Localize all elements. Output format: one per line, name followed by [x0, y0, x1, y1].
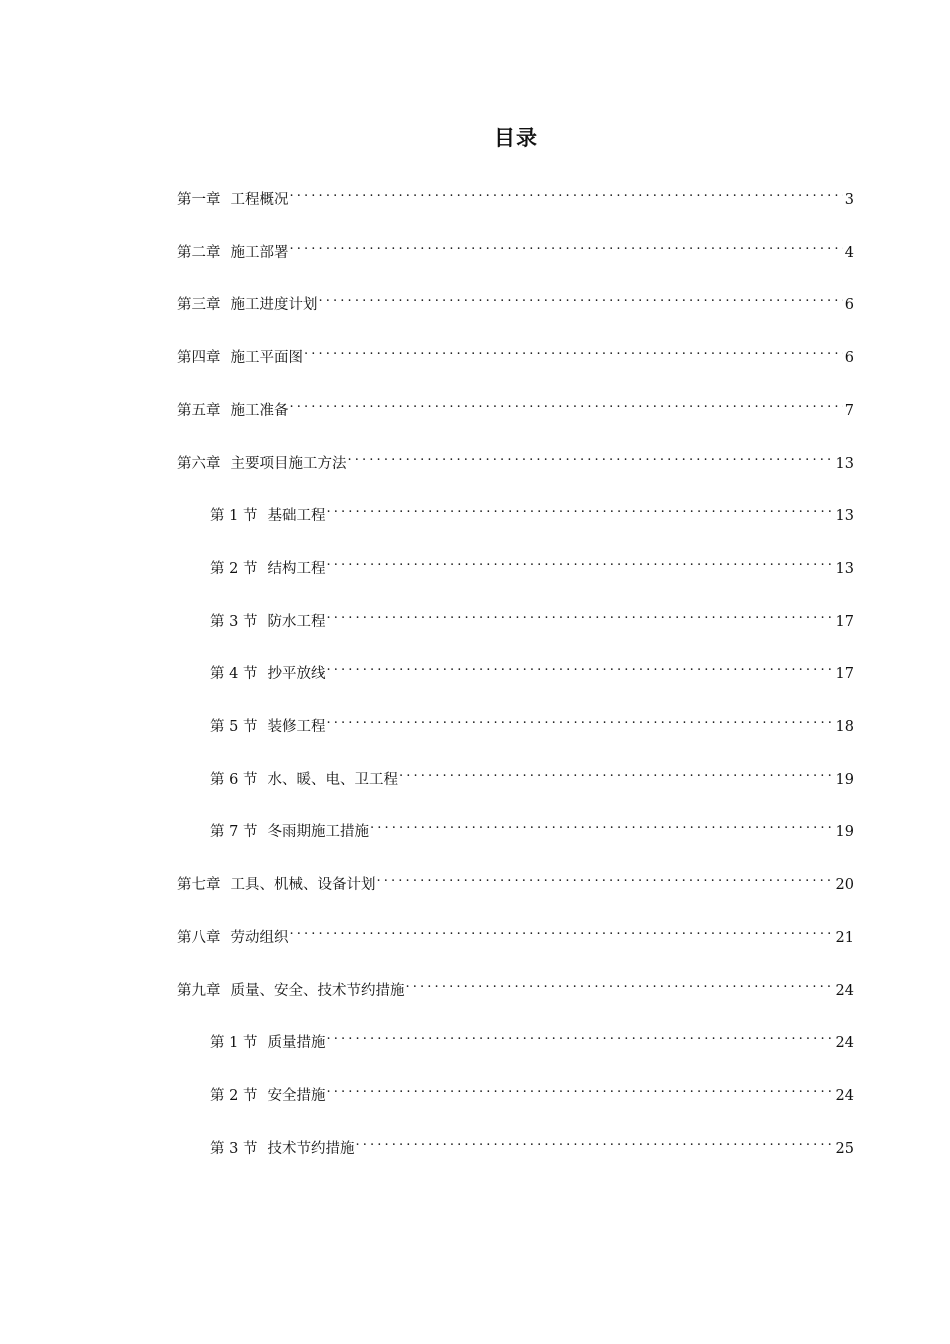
toc-entry-number: 第九章 [177, 982, 221, 999]
dot-leader [326, 551, 833, 573]
toc-section-entry[interactable] [210, 814, 854, 841]
toc-entry-label [210, 1085, 325, 1107]
dot-leader [290, 235, 843, 257]
toc-chapter-entry[interactable] [177, 973, 854, 999]
dot-leader [326, 709, 833, 731]
toc-entry-label [177, 400, 289, 422]
dot-leader [319, 287, 843, 309]
toc-entry-number: 第 7 节 [210, 824, 258, 841]
toc-entry-page-number: 20 [835, 877, 854, 894]
toc-entry-page-number: 21 [835, 929, 854, 946]
toc-chapter-entry[interactable] [177, 287, 854, 314]
toc-entry-number: 第 3 节 [210, 1140, 258, 1157]
dot-leader [290, 182, 843, 204]
toc-entry-title: 主要项目施工方法 [230, 455, 347, 472]
dot-leader [290, 393, 843, 415]
toc-entry-title: 技术节约措施 [267, 1140, 355, 1157]
toc-entry-number: 第 4 节 [210, 666, 258, 683]
toc-entry-label [210, 769, 398, 791]
toc-entry-title: 施工部署 [230, 244, 289, 261]
toc-entry-page-number: 24 [835, 1035, 854, 1052]
toc-entry-page-number: 19 [835, 771, 854, 788]
toc-entry-page-number: 3 [844, 192, 854, 208]
toc-entry-label [210, 821, 369, 843]
dot-leader [399, 762, 834, 784]
toc-section-entry[interactable] [210, 1025, 854, 1052]
toc-entry-title: 质量、安全、技术节约措施 [230, 982, 405, 999]
toc-entry-title: 抄平放线 [267, 666, 326, 683]
toc-section-entry[interactable] [210, 709, 854, 735]
dot-leader [326, 1078, 833, 1100]
toc-entry-page-number: 7 [844, 402, 854, 419]
toc-entry-number: 第一章 [177, 192, 221, 208]
toc-chapter-entry[interactable] [177, 340, 854, 367]
toc-entry-title: 基础工程 [267, 508, 326, 525]
dot-leader [377, 867, 834, 889]
toc-entry-title: 安全措施 [267, 1087, 326, 1104]
toc-entry-title: 工程概况 [230, 192, 289, 208]
toc-entry-page-number: 17 [835, 613, 854, 630]
toc-entry-number: 第 6 节 [210, 771, 258, 788]
toc-entry-number: 第 2 节 [210, 560, 258, 577]
toc-entry-page-number: 18 [835, 719, 854, 735]
toc-section-entry[interactable] [210, 1078, 854, 1104]
toc-section-entry[interactable] [210, 656, 854, 683]
dot-leader [326, 604, 833, 626]
toc-chapter-entry[interactable] [177, 446, 854, 472]
toc-entry-title: 施工平面图 [230, 350, 303, 367]
toc-entry-title: 劳动组织 [230, 929, 289, 946]
toc-chapter-entry[interactable] [177, 182, 854, 208]
toc-entry-number: 第二章 [177, 244, 221, 261]
toc-entry-number: 第五章 [177, 402, 221, 419]
dot-leader [326, 656, 833, 678]
toc-entry-title: 施工进度计划 [230, 297, 318, 314]
toc-entry-label [210, 1138, 354, 1160]
toc-entry-label [210, 716, 325, 738]
toc-entry-label [210, 1032, 325, 1054]
toc-entry-number: 第 5 节 [210, 719, 258, 735]
toc-entry-label [177, 242, 289, 264]
toc-section-entry[interactable] [210, 498, 854, 525]
toc-entry-label [210, 663, 325, 685]
toc-section-entry[interactable] [210, 1131, 854, 1157]
toc-entry-title: 工具、机械、设备计划 [230, 877, 376, 894]
toc-entry-page-number: 24 [835, 982, 854, 999]
toc-entry-label [210, 505, 325, 527]
toc-entry-page-number: 17 [835, 666, 854, 683]
toc-chapter-entry[interactable] [177, 920, 854, 946]
toc-entry-title: 施工准备 [230, 402, 289, 419]
toc-entry-title: 防水工程 [267, 613, 326, 630]
toc-entry-page-number: 6 [844, 297, 854, 314]
toc-entry-number: 第 1 节 [210, 1035, 258, 1052]
toc-entry-number: 第六章 [177, 455, 221, 472]
toc-entry-title: 质量措施 [267, 1035, 326, 1052]
toc-chapter-entry[interactable] [177, 235, 854, 261]
toc-entry-title: 冬雨期施工措施 [267, 824, 369, 841]
toc-section-entry[interactable] [210, 604, 854, 630]
toc-entry-page-number: 24 [835, 1087, 854, 1104]
toc-entry-page-number: 13 [835, 560, 854, 577]
toc-entry-number: 第 2 节 [210, 1087, 258, 1104]
toc-section-entry[interactable] [210, 551, 854, 577]
dot-leader [348, 446, 834, 468]
toc-entry-page-number: 25 [835, 1140, 854, 1157]
dot-leader [304, 340, 843, 362]
page-title: 目录 [494, 126, 538, 150]
dot-leader [370, 814, 834, 836]
toc-entry-page-number: 19 [835, 824, 854, 841]
toc-entry-label [210, 611, 325, 633]
toc-entry-number: 第八章 [177, 929, 221, 946]
toc-entry-number: 第三章 [177, 297, 221, 314]
toc-entry-number: 第四章 [177, 350, 221, 367]
toc-entry-label [177, 980, 405, 1002]
dot-leader [406, 973, 834, 995]
toc-entry-number: 第 1 节 [210, 508, 258, 525]
toc-entry-label [177, 927, 289, 949]
toc-section-entry[interactable] [210, 762, 854, 788]
toc-entry-title: 装修工程 [267, 719, 326, 735]
toc-entry-title: 水、暖、电、卫工程 [267, 771, 398, 788]
toc-entry-number: 第七章 [177, 877, 221, 894]
toc-entry-label [177, 347, 303, 369]
toc-entry-label [177, 453, 347, 475]
dot-leader [326, 1025, 833, 1047]
toc-entry-title: 结构工程 [267, 560, 326, 577]
toc-entry-page-number: 4 [844, 244, 854, 261]
toc-entry-page-number: 13 [835, 455, 854, 472]
toc-chapter-entry[interactable] [177, 867, 854, 894]
toc-entry-label [177, 189, 289, 211]
toc-entry-page-number: 6 [844, 350, 854, 367]
toc-entry-label [210, 558, 325, 580]
toc-entry-number: 第 3 节 [210, 613, 258, 630]
dot-leader [355, 1131, 833, 1153]
dot-leader [290, 920, 834, 942]
toc-chapter-entry[interactable] [177, 393, 854, 419]
toc-entry-page-number: 13 [835, 508, 854, 525]
toc-entry-label [177, 874, 376, 896]
dot-leader [326, 498, 833, 520]
toc-entry-label [177, 294, 318, 316]
